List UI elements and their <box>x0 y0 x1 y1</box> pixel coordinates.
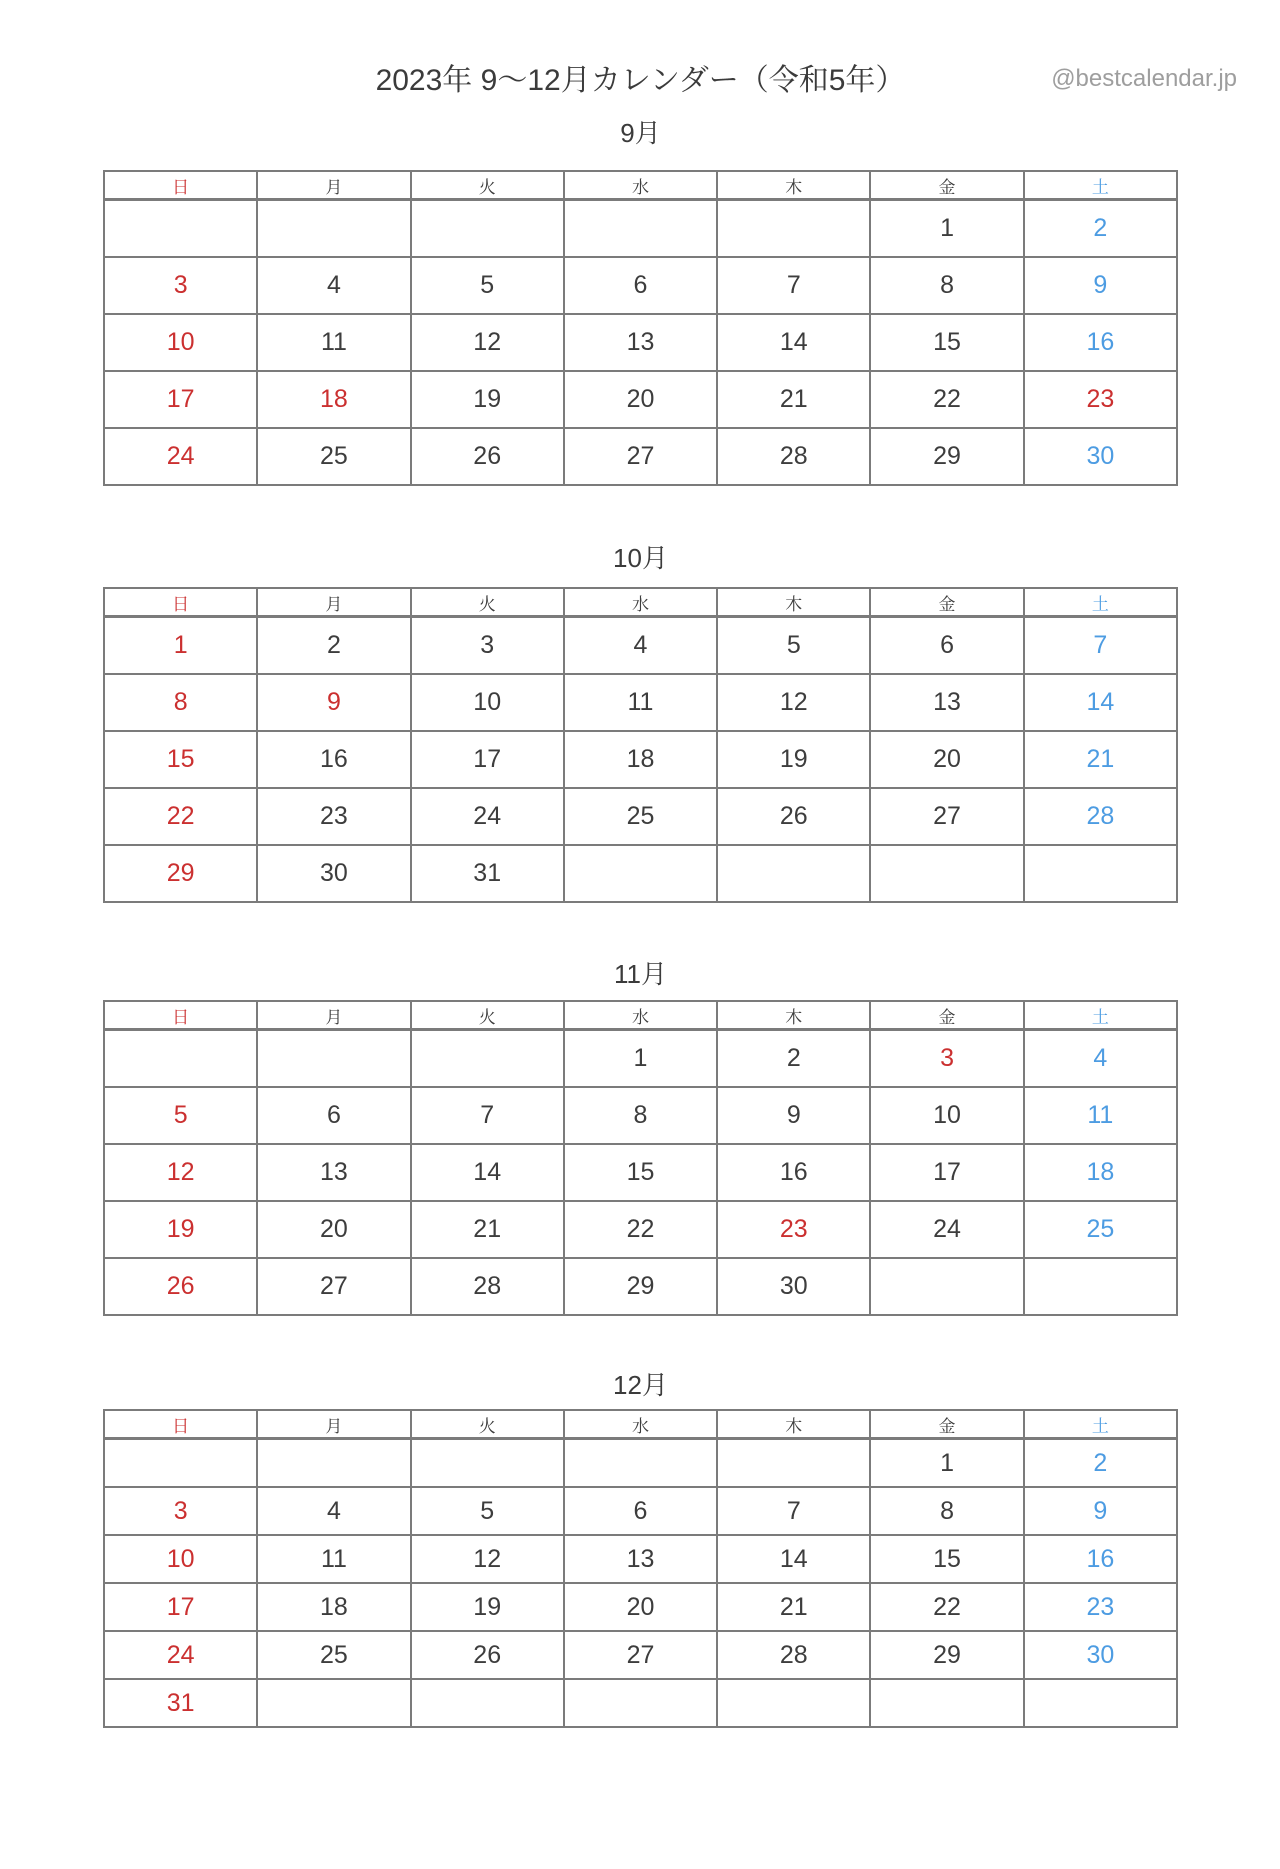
date-cell: 21 <box>717 1583 870 1631</box>
date-cell: 27 <box>564 428 717 485</box>
empty-cell <box>257 1679 410 1727</box>
date-cell: 12 <box>104 1144 257 1201</box>
week-row <box>104 731 1177 788</box>
date-cell: 20 <box>257 1201 410 1258</box>
date-cell: 9 <box>1024 257 1177 314</box>
date-cell: 26 <box>411 428 564 485</box>
date-cell: 24 <box>870 1201 1023 1258</box>
empty-cell <box>870 1258 1023 1315</box>
date-cell: 26 <box>411 1631 564 1679</box>
date-cell: 17 <box>104 1583 257 1631</box>
week-row <box>104 314 1177 371</box>
date-cell: 24 <box>104 1631 257 1679</box>
weekday-header: 土 <box>1024 171 1177 200</box>
date-cell: 31 <box>104 1679 257 1727</box>
date-cell: 2 <box>1024 1439 1177 1488</box>
date-cell: 27 <box>870 788 1023 845</box>
date-cell: 8 <box>104 674 257 731</box>
date-cell: 23 <box>717 1201 870 1258</box>
date-cell: 24 <box>104 428 257 485</box>
date-cell: 23 <box>257 788 410 845</box>
date-cell: 22 <box>564 1201 717 1258</box>
date-cell: 1 <box>870 1439 1023 1488</box>
empty-cell <box>411 1439 564 1488</box>
weekday-header-row <box>104 171 1177 200</box>
empty-cell <box>1024 1258 1177 1315</box>
date-cell: 27 <box>257 1258 410 1315</box>
date-cell: 6 <box>564 1487 717 1535</box>
empty-cell <box>411 1679 564 1727</box>
date-cell: 4 <box>564 617 717 675</box>
month-label: 12月 <box>613 1370 668 1400</box>
month-label: 10月 <box>613 543 668 573</box>
date-cell: 31 <box>411 845 564 902</box>
date-cell: 29 <box>104 845 257 902</box>
date-cell: 28 <box>411 1258 564 1315</box>
month-table <box>103 1000 1178 1316</box>
empty-cell <box>564 1679 717 1727</box>
date-cell: 8 <box>564 1087 717 1144</box>
calendar-page <box>0 58 1280 1728</box>
date-cell: 26 <box>104 1258 257 1315</box>
date-cell: 6 <box>257 1087 410 1144</box>
date-cell: 16 <box>1024 1535 1177 1583</box>
date-cell: 20 <box>564 1583 717 1631</box>
date-cell: 13 <box>257 1144 410 1201</box>
date-cell: 2 <box>717 1030 870 1088</box>
week-row <box>104 1487 1177 1535</box>
date-cell: 12 <box>411 314 564 371</box>
date-cell: 7 <box>1024 617 1177 675</box>
date-cell: 11 <box>564 674 717 731</box>
date-cell: 22 <box>870 371 1023 428</box>
date-cell: 17 <box>870 1144 1023 1201</box>
weekday-header: 日 <box>104 1001 257 1030</box>
weekday-header: 木 <box>717 171 870 200</box>
empty-cell <box>870 1679 1023 1727</box>
week-row <box>104 674 1177 731</box>
date-cell: 19 <box>104 1201 257 1258</box>
date-cell: 12 <box>411 1535 564 1583</box>
date-cell: 10 <box>104 314 257 371</box>
date-cell: 27 <box>564 1631 717 1679</box>
date-cell: 18 <box>257 1583 410 1631</box>
date-cell: 21 <box>411 1201 564 1258</box>
empty-cell <box>717 845 870 902</box>
date-cell: 3 <box>411 617 564 675</box>
date-cell: 13 <box>564 314 717 371</box>
months-container <box>103 114 1178 1728</box>
date-cell: 15 <box>870 314 1023 371</box>
date-cell: 8 <box>870 1487 1023 1535</box>
date-cell: 22 <box>870 1583 1023 1631</box>
date-cell: 20 <box>564 371 717 428</box>
weekday-header: 水 <box>564 1410 717 1439</box>
date-cell: 18 <box>564 731 717 788</box>
week-row <box>104 845 1177 902</box>
empty-cell <box>717 1439 870 1488</box>
date-cell: 16 <box>717 1144 870 1201</box>
weekday-header: 月 <box>257 1410 410 1439</box>
month-section <box>103 955 1178 1316</box>
date-cell: 1 <box>564 1030 717 1088</box>
date-cell: 10 <box>104 1535 257 1583</box>
week-row <box>104 1030 1177 1088</box>
week-row <box>104 1439 1177 1488</box>
date-cell: 1 <box>104 617 257 675</box>
date-cell: 26 <box>717 788 870 845</box>
date-cell: 4 <box>1024 1030 1177 1088</box>
date-cell: 30 <box>1024 1631 1177 1679</box>
weekday-header: 火 <box>411 171 564 200</box>
weekday-header: 土 <box>1024 1001 1177 1030</box>
date-cell: 9 <box>717 1087 870 1144</box>
weekday-header: 木 <box>717 1410 870 1439</box>
date-cell: 3 <box>870 1030 1023 1088</box>
date-cell: 7 <box>411 1087 564 1144</box>
empty-cell <box>564 845 717 902</box>
week-row <box>104 428 1177 485</box>
weekday-header-row <box>104 588 1177 617</box>
date-cell: 28 <box>717 428 870 485</box>
date-cell: 3 <box>104 1487 257 1535</box>
empty-cell <box>564 1439 717 1488</box>
date-cell: 21 <box>1024 731 1177 788</box>
date-cell: 23 <box>1024 371 1177 428</box>
weekday-header: 火 <box>411 588 564 617</box>
week-row <box>104 371 1177 428</box>
date-cell: 2 <box>257 617 410 675</box>
empty-cell <box>257 200 410 258</box>
date-cell: 21 <box>717 371 870 428</box>
week-row <box>104 1258 1177 1315</box>
date-cell: 30 <box>257 845 410 902</box>
watermark-credit: @bestcalendar.jp <box>1051 65 1237 92</box>
date-cell: 12 <box>717 674 870 731</box>
date-cell: 24 <box>411 788 564 845</box>
date-cell: 14 <box>717 1535 870 1583</box>
date-cell: 16 <box>1024 314 1177 371</box>
date-cell: 11 <box>257 1535 410 1583</box>
date-cell: 5 <box>104 1087 257 1144</box>
date-cell: 30 <box>717 1258 870 1315</box>
date-cell: 14 <box>1024 674 1177 731</box>
week-row <box>104 1679 1177 1727</box>
month-label: 9月 <box>620 118 661 148</box>
weekday-header: 水 <box>564 588 717 617</box>
date-cell: 25 <box>257 428 410 485</box>
week-row <box>104 257 1177 314</box>
date-cell: 15 <box>104 731 257 788</box>
date-cell: 20 <box>870 731 1023 788</box>
date-cell: 1 <box>870 200 1023 258</box>
date-cell: 23 <box>1024 1583 1177 1631</box>
month-section <box>103 1366 1178 1728</box>
weekday-header: 金 <box>870 171 1023 200</box>
week-row <box>104 617 1177 675</box>
page-content <box>103 58 1178 1728</box>
date-cell: 29 <box>870 428 1023 485</box>
week-row <box>104 1201 1177 1258</box>
empty-cell <box>717 1679 870 1727</box>
date-cell: 18 <box>257 371 410 428</box>
empty-cell <box>564 200 717 258</box>
weekday-header-row <box>104 1001 1177 1030</box>
weekday-header: 月 <box>257 1001 410 1030</box>
date-cell: 14 <box>411 1144 564 1201</box>
month-table <box>103 170 1178 486</box>
date-cell: 16 <box>257 731 410 788</box>
month-table <box>103 587 1178 903</box>
month-table <box>103 1409 1178 1728</box>
date-cell: 13 <box>870 674 1023 731</box>
date-cell: 5 <box>411 1487 564 1535</box>
date-cell: 3 <box>104 257 257 314</box>
date-cell: 11 <box>1024 1087 1177 1144</box>
date-cell: 7 <box>717 1487 870 1535</box>
weekday-header: 日 <box>104 1410 257 1439</box>
date-cell: 8 <box>870 257 1023 314</box>
empty-cell <box>1024 1679 1177 1727</box>
week-row <box>104 1583 1177 1631</box>
empty-cell <box>104 1439 257 1488</box>
weekday-header: 水 <box>564 1001 717 1030</box>
date-cell: 19 <box>411 1583 564 1631</box>
date-cell: 19 <box>411 371 564 428</box>
empty-cell <box>257 1439 410 1488</box>
weekday-header: 日 <box>104 588 257 617</box>
weekday-header: 金 <box>870 1001 1023 1030</box>
week-row <box>104 200 1177 258</box>
week-row <box>104 788 1177 845</box>
weekday-header: 金 <box>870 588 1023 617</box>
date-cell: 29 <box>564 1258 717 1315</box>
weekday-header-row <box>104 1410 1177 1439</box>
weekday-header: 火 <box>411 1410 564 1439</box>
date-cell: 29 <box>870 1631 1023 1679</box>
date-cell: 7 <box>717 257 870 314</box>
date-cell: 25 <box>564 788 717 845</box>
date-cell: 6 <box>564 257 717 314</box>
date-cell: 25 <box>1024 1201 1177 1258</box>
weekday-header: 月 <box>257 588 410 617</box>
date-cell: 9 <box>257 674 410 731</box>
week-row <box>104 1631 1177 1679</box>
empty-cell <box>104 200 257 258</box>
week-row <box>104 1087 1177 1144</box>
date-cell: 17 <box>411 731 564 788</box>
date-cell: 10 <box>870 1087 1023 1144</box>
page-title: 2023年 9〜12月カレンダー（令和5年） <box>375 64 906 97</box>
date-cell: 28 <box>717 1631 870 1679</box>
date-cell: 5 <box>411 257 564 314</box>
month-section <box>103 114 1178 486</box>
weekday-header: 火 <box>411 1001 564 1030</box>
date-cell: 28 <box>1024 788 1177 845</box>
date-cell: 30 <box>1024 428 1177 485</box>
empty-cell <box>411 200 564 258</box>
empty-cell <box>1024 845 1177 902</box>
empty-cell <box>411 1030 564 1088</box>
date-cell: 15 <box>870 1535 1023 1583</box>
weekday-header: 水 <box>564 171 717 200</box>
date-cell: 18 <box>1024 1144 1177 1201</box>
date-cell: 22 <box>104 788 257 845</box>
date-cell: 10 <box>411 674 564 731</box>
date-cell: 19 <box>717 731 870 788</box>
empty-cell <box>257 1030 410 1088</box>
date-cell: 5 <box>717 617 870 675</box>
date-cell: 2 <box>1024 200 1177 258</box>
empty-cell <box>104 1030 257 1088</box>
weekday-header: 金 <box>870 1410 1023 1439</box>
weekday-header: 土 <box>1024 588 1177 617</box>
date-cell: 11 <box>257 314 410 371</box>
month-label: 11月 <box>614 959 667 989</box>
date-cell: 6 <box>870 617 1023 675</box>
weekday-header: 月 <box>257 171 410 200</box>
weekday-header: 木 <box>717 588 870 617</box>
month-section <box>103 539 1178 903</box>
week-row <box>104 1144 1177 1201</box>
date-cell: 9 <box>1024 1487 1177 1535</box>
date-cell: 14 <box>717 314 870 371</box>
date-cell: 13 <box>564 1535 717 1583</box>
date-cell: 17 <box>104 371 257 428</box>
date-cell: 15 <box>564 1144 717 1201</box>
week-row <box>104 1535 1177 1583</box>
weekday-header: 土 <box>1024 1410 1177 1439</box>
date-cell: 4 <box>257 257 410 314</box>
date-cell: 25 <box>257 1631 410 1679</box>
empty-cell <box>870 845 1023 902</box>
date-cell: 4 <box>257 1487 410 1535</box>
weekday-header: 木 <box>717 1001 870 1030</box>
empty-cell <box>717 200 870 258</box>
weekday-header: 日 <box>104 171 257 200</box>
